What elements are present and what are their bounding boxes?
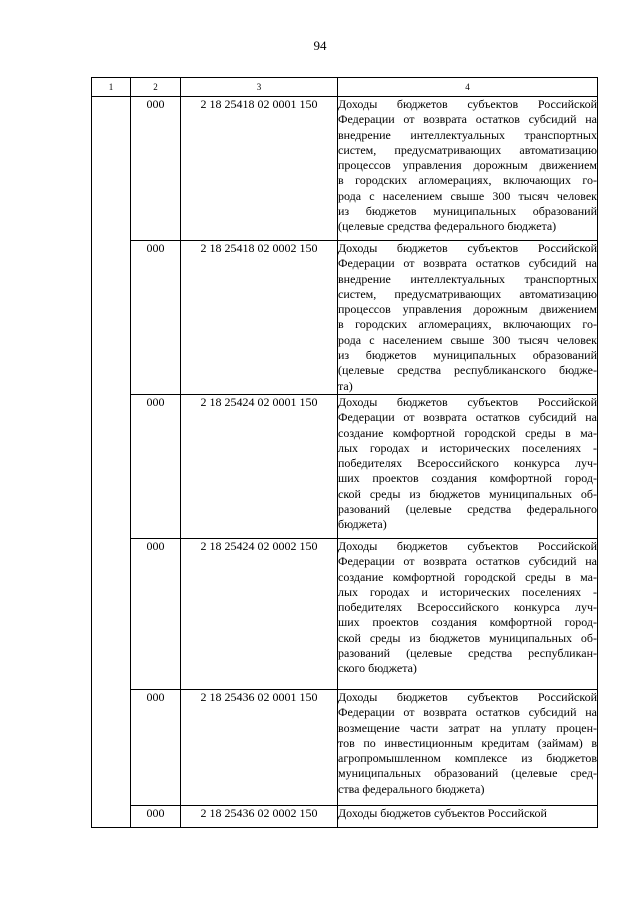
- description-line: в городских агломерациях, включающих го-: [338, 173, 597, 188]
- description-cell: [338, 394, 598, 538]
- description-line: внедрение интеллектуальных транспортных: [338, 127, 597, 142]
- description-line: агропромышленном комплексе из бюджетов: [338, 751, 597, 766]
- admin-code-cell: 000: [131, 97, 181, 241]
- admin-code-cell: 000: [131, 241, 181, 395]
- description-line: рода с населением свыше 300 тысяч человек: [338, 332, 597, 347]
- description-line: создание комфортной городской среды в ма-: [338, 425, 597, 440]
- description-line: лых городах и исторических поселениях -: [338, 584, 597, 599]
- description-line: систем, предусматривающих автоматизацию: [338, 142, 597, 157]
- table-body: [92, 97, 598, 828]
- description-line: Федерации от возврата остатков субсидий на: [338, 410, 597, 425]
- description-line: Доходы бюджетов субъектов Российской: [338, 241, 597, 255]
- budget-codes-table: [91, 77, 598, 828]
- admin-code-cell: 000: [131, 805, 181, 827]
- description-line: рода с населением свыше 300 тысяч человек: [338, 188, 597, 203]
- description-line: бюджета): [338, 517, 387, 532]
- description-line: ства федерального бюджета): [338, 781, 485, 796]
- description-line: Доходы бюджетов субъектов Российской: [338, 689, 597, 704]
- description-line: тов по инвестиционным кредитам (займам) в: [338, 735, 597, 750]
- description-line: ской среды из бюджетов муниципальных об-: [338, 630, 597, 645]
- description-line: из бюджетов муниципальных образований: [338, 204, 597, 219]
- description-line: процессов управления дорожным движением: [338, 158, 597, 173]
- table-row: [92, 394, 598, 538]
- description-line: ского бюджета): [338, 661, 417, 676]
- description-line: Федерации от возврата остатков субсидий на: [338, 112, 597, 127]
- description-cell: [338, 805, 598, 827]
- description-line: внедрение интеллектуальных транспортных: [338, 271, 597, 286]
- admin-code-cell: 000: [131, 538, 181, 689]
- description-line: Доходы бюджетов субъектов Российской: [338, 538, 597, 553]
- budget-classification-code-cell: 2 18 25424 02 0001 150: [181, 394, 338, 538]
- table-row: [92, 805, 598, 827]
- description-line: разований (целевые средства республикан-: [338, 646, 597, 661]
- description-line: (целевые средства республиканского бюдже-: [338, 363, 597, 378]
- admin-code-cell: 000: [131, 394, 181, 538]
- budget-classification-code-cell: 2 18 25436 02 0001 150: [181, 689, 338, 805]
- budget-classification-code-cell: 2 18 25418 02 0001 150: [181, 97, 338, 241]
- description-line: муниципальных образований (целевые сред-: [338, 766, 597, 781]
- budget-classification-code-cell: 2 18 25418 02 0002 150: [181, 241, 338, 395]
- description-line: создание комфортной городской среды в ма-: [338, 569, 597, 584]
- description-line: Федерации от возврата остатков субсидий на: [338, 705, 597, 720]
- description-line: (целевые средства федерального бюджета): [338, 219, 557, 234]
- empty-col-1-cell: [92, 97, 131, 828]
- description-line: ших проектов создания комфортной город-: [338, 471, 597, 486]
- header-col-3: 3: [181, 78, 338, 97]
- header-col-4: 4: [338, 78, 598, 97]
- description-line: лых городах и исторических поселениях -: [338, 440, 597, 455]
- description-line: возмещение части затрат на уплату процен-: [338, 720, 597, 735]
- description-line: разований (целевые средства федерального: [338, 502, 597, 517]
- description-line: систем, предусматривающих автоматизацию: [338, 286, 597, 301]
- description-line: Доходы бюджетов субъектов Российской: [338, 97, 597, 111]
- description-line: ших проектов создания комфортной город-: [338, 615, 597, 630]
- table-row: [92, 538, 598, 689]
- table-row: [92, 241, 598, 395]
- admin-code-cell: 000: [131, 689, 181, 805]
- description-line: Федерации от возврата остатков субсидий на: [338, 554, 597, 569]
- description-cell: [338, 97, 598, 241]
- description-line: победителях Всероссийского конкурса луч-: [338, 456, 597, 471]
- description-line: победителях Всероссийского конкурса луч-: [338, 600, 597, 615]
- description-line: Доходы бюджетов субъектов Российской: [338, 805, 547, 820]
- description-line: из бюджетов муниципальных образований: [338, 348, 597, 363]
- description-cell: [338, 241, 598, 395]
- budget-classification-code-cell: 2 18 25424 02 0002 150: [181, 538, 338, 689]
- table-header-row: [92, 78, 598, 97]
- description-cell: [338, 538, 598, 689]
- description-line: Федерации от возврата остатков субсидий на: [338, 256, 597, 271]
- description-line: ской среды из бюджетов муниципальных об-: [338, 486, 597, 501]
- description-line: процессов управления дорожным движением: [338, 302, 597, 317]
- description-line: Доходы бюджетов субъектов Российской: [338, 394, 597, 409]
- page-number: 94: [313, 38, 327, 53]
- header-col-1: 1: [92, 78, 131, 97]
- budget-classification-code-cell: 2 18 25436 02 0002 150: [181, 805, 338, 827]
- description-cell: [338, 689, 598, 805]
- header-col-2: 2: [131, 78, 181, 97]
- description-line: та): [338, 378, 353, 393]
- table-row: [92, 689, 598, 805]
- description-line: в городских агломерациях, включающих го-: [338, 317, 597, 332]
- table-row: [92, 97, 598, 241]
